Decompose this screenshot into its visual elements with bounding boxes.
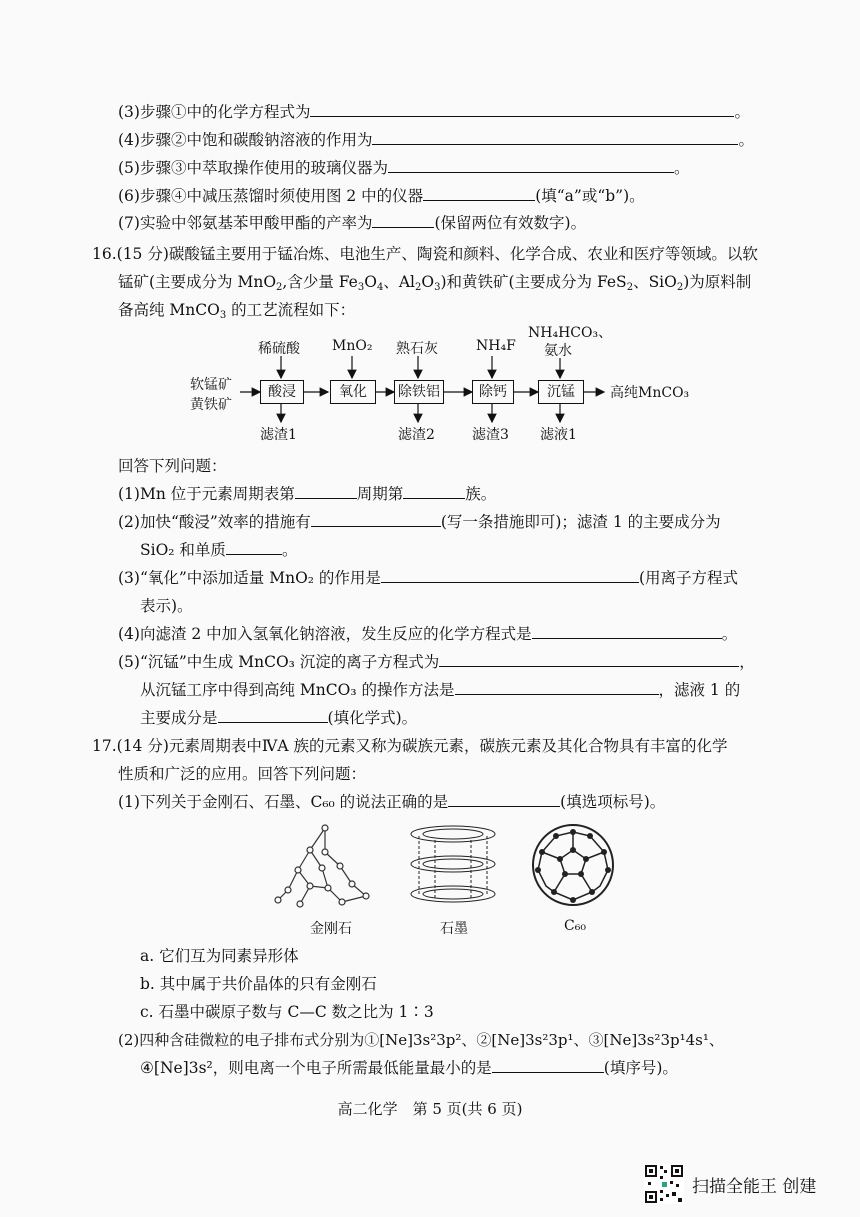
graphite-structure-figure [405, 822, 505, 912]
answer-blank[interactable] [492, 1058, 604, 1073]
answer-blank[interactable] [372, 130, 738, 145]
q17-option-c: c. 石墨中碳原子数与 C—C 数之比为 1∶3 [140, 1003, 434, 1021]
reagent-ammonia-water: 氨水 [544, 343, 572, 359]
step-oxidation: 氧化 [330, 380, 376, 404]
reagent-mno2: MnO₂ [332, 338, 373, 354]
q16-stem-line1: 16.(15 分)碳酸锰主要用于锰冶炼、电池生产、陶瓷和颜料、化学合成、农业和医疗等领域。以软 [92, 245, 758, 263]
q15-part5: (5)步骤③中萃取操作使用的玻璃仪器为 。 [118, 159, 690, 177]
q16-part3-cont: 表示)。 [140, 597, 193, 615]
q16-part4: (4)向滤渣 2 中加入氢氧化钠溶液，发生反应的化学方程式是 。 [118, 625, 738, 643]
q16-part5: (5)“沉锰”中生成 MnCO₃ 沉淀的离子方程式为 ， [118, 653, 755, 671]
reagent-nh4hco3: NH₄HCO₃、 [528, 325, 613, 341]
q16-ask: 回答下列问题： [118, 457, 227, 475]
q15-part4: (4)步骤②中饱和碳酸钠溶液的作用为 。 [118, 131, 754, 149]
answer-blank[interactable] [226, 540, 282, 555]
page-footer: 高二化学 第 5 页(共 6 页) [337, 1100, 523, 1118]
allotrope-figures [270, 820, 630, 940]
input-pyrite: 黄铁矿 [190, 397, 232, 413]
output-residue-2: 滤渣2 [398, 427, 435, 443]
step-remove-fe-al: 除铁铝 [394, 380, 444, 404]
q17-part2-cont: ④[Ne]3s²，则电离一个电子所需最低能量最小的是 (填序号)。 [140, 1059, 678, 1077]
reagent-slaked-lime: 熟石灰 [396, 341, 438, 357]
q17-option-b: b. 其中属于共价晶体的只有金刚石 [140, 975, 377, 993]
answer-blank[interactable] [311, 512, 441, 527]
q17-stem-line2: 性质和广泛的应用。回答下列问题： [118, 765, 367, 783]
reagent-nh4f: NH₄F [476, 338, 516, 354]
caption-graphite: 石墨 [440, 921, 468, 937]
output-residue-1: 滤渣1 [260, 427, 297, 443]
answer-blank[interactable] [448, 792, 560, 807]
q17-option-a: a. 它们互为同素异形体 [140, 947, 299, 965]
answer-blank[interactable] [381, 568, 639, 583]
q17-part2: (2)四种含硅微粒的电子排布式分别为①[Ne]3s²3p²、②[Ne]3s²3p¹、③[Ne]3s²3p¹4s¹、 [118, 1031, 724, 1049]
c60-structure-figure [528, 820, 618, 910]
product-mnco3: 高纯MnCO₃ [610, 385, 690, 401]
q15-part7: (7)实验中邻氨基苯甲酸甲酯的产率为 (保留两位有效数字)。 [118, 214, 587, 232]
q15-part3: (3)步骤①中的化学方程式为 。 [118, 103, 750, 121]
answer-blank[interactable] [532, 624, 722, 639]
q16-part1: (1)Mn 位于元素周期表第 周期第 族。 [118, 485, 497, 503]
output-residue-3: 滤渣3 [472, 427, 509, 443]
scanner-brand-label: 扫描全能王 创建 [692, 1177, 817, 1197]
answer-blank[interactable] [403, 484, 465, 499]
caption-diamond: 金刚石 [310, 921, 352, 937]
q16-part2: (2)加快“酸浸”效率的措施有 (写一条措施即可)；滤渣 1 的主要成分为 [118, 513, 721, 531]
answer-blank[interactable] [295, 484, 357, 499]
diamond-structure-figure [270, 820, 380, 910]
step-remove-ca: 除钙 [472, 380, 514, 404]
answer-blank[interactable] [388, 158, 674, 173]
q16-part5-line3: 主要成分是 (填化学式)。 [140, 709, 418, 727]
caption-c60: C₆₀ [564, 918, 586, 934]
q15-part6: (6)步骤④中减压蒸馏时须使用图 2 中的仪器 (填“a”或“b”)。 [118, 187, 645, 205]
step-precipitate-mn: 沉锰 [538, 380, 584, 404]
q16-part2-cont: SiO₂ 和单质 。 [140, 541, 298, 559]
qr-code-icon [644, 1164, 684, 1204]
answer-blank[interactable] [455, 680, 659, 695]
q17-part1: (1)下列关于金刚石、石墨、C₆₀ 的说法正确的是 (填选项标号)。 [118, 793, 666, 811]
q16-part3: (3)“氧化”中添加适量 MnO₂ 的作用是 (用离子方程式 [118, 569, 738, 587]
answer-blank[interactable] [423, 186, 535, 201]
process-flow-diagram [180, 318, 720, 448]
answer-blank[interactable] [218, 708, 328, 723]
q16-part5-line2: 从沉锰工序中得到高纯 MnCO₃ 的操作方法是 ，滤液 1 的 [140, 681, 741, 699]
q17-stem-line1: 17.(14 分)元素周期表中ⅣA 族的元素又称为碳族元素，碳族元素及其化合物具有丰富的化学 [92, 737, 728, 755]
input-pyrolusite: 软锰矿 [190, 377, 232, 393]
answer-blank[interactable] [310, 102, 734, 117]
answer-blank[interactable] [372, 213, 434, 228]
q16-stem-line3: 备高纯 MnCO$_3$ 的工艺流程如下： [118, 301, 356, 321]
reagent-dilute-sulfuric-acid: 稀硫酸 [258, 341, 300, 357]
step-acid-leach: 酸浸 [260, 380, 304, 404]
answer-blank[interactable] [439, 652, 739, 667]
q16-stem-line2: 锰矿(主要成分为 MnO$_2$,含少量 $Fe_3O_4$、$Al_2O_3$)和黄铁矿(主要成分为 FeS$_2$、SiO$_2$)为原料制 [118, 273, 752, 293]
output-filtrate-1: 滤液1 [540, 427, 577, 443]
